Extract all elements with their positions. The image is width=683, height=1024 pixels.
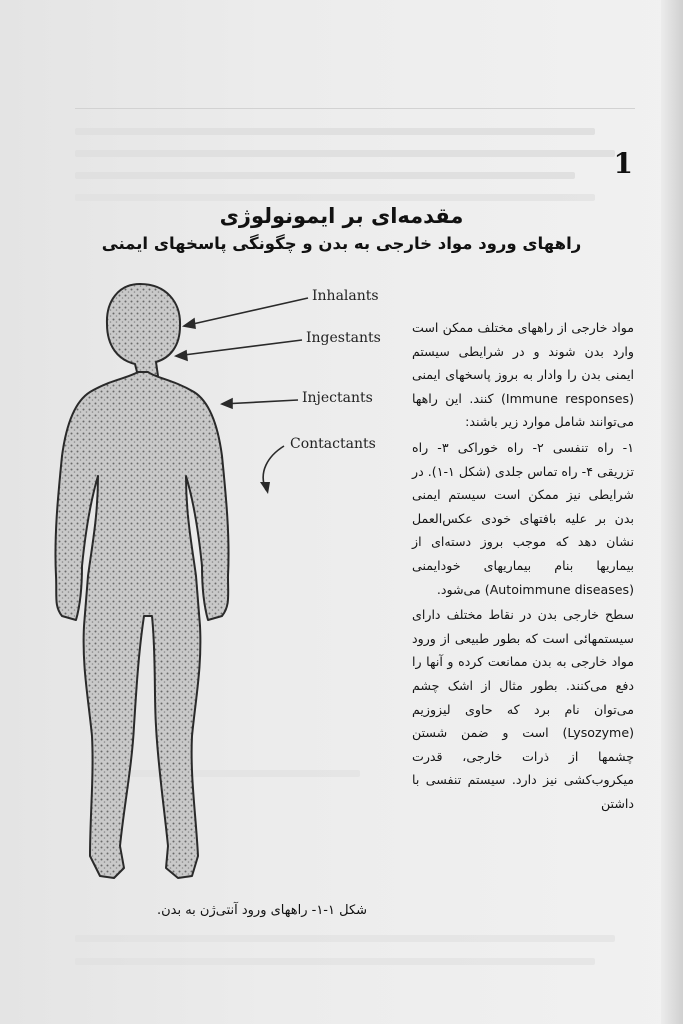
bleed-through-line [75,958,595,965]
human-body-illustration [40,276,420,896]
bleed-through-line [75,194,595,201]
label-ingestants: Ingestants [306,330,381,346]
bleed-through-rule [75,108,635,109]
paragraph-2: ۱- راه تنفسی ۲- راه خوراکی ۳- راه تزریقی ۴- راه تماس جلدی (شکل ۱-۱). در شرایطی نیز ممکن است سیستم ایمنی بدن بر علیه بافتهای خودی عکس‌العمل نشان دهد که موجب بروز دسته‌ای از بیماریها بنام بیماریهای خودایمنی (Autoimmune diseases) می‌شود. [412,439,634,597]
label-inhalants: Inhalants [312,288,379,304]
label-injectants: Injectants [302,390,373,406]
page-spine-shadow [661,0,683,1024]
section-subtitle: راههای ورود مواد خارجی به بدن و چگونگی پاسخهای ایمنی [101,234,582,253]
bleed-through-line [75,935,615,942]
bleed-through-line [75,128,595,135]
figure-caption: شکل ۱-۱- راههای ورود آنتی‌ژن به بدن. [156,903,368,918]
bleed-through-line [75,150,615,157]
paragraph-3: سطح خارجی بدن در نقاط مختلف دارای سیستمهائی است که بطور طبیعی از ورود مواد خارجی به بدن ممانعت کرده و آنها را دفع می‌کنند. بطور مثال از اشک چشم می‌توان نام برد که حاوی لیزوزیم (Lysozyme) است و ضمن شستن چشمها از ذرات خارجی، قدرت میکروب‌کشی نیز دارد. سیستم تنفسی با داشتن [412,607,634,811]
paragraph-1: مواد خارجی از راههای مختلف ممکن است وارد بدن شوند و در شرایطی سیستم ایمنی بدن را وادار به بروز پاسخهای ایمنی (Immune responses) کنند. این راهها می‌توانند شامل موارد زیر باشند: [412,320,634,430]
chapter-title: مقدمه‌ای بر ایمونولوژی [219,204,464,228]
bleed-through-line [75,172,575,179]
entry-routes-figure [40,276,420,896]
chapter-number: 1 [613,147,633,180]
body-text-column [412,316,634,815]
label-contactants: Contactants [290,436,376,452]
